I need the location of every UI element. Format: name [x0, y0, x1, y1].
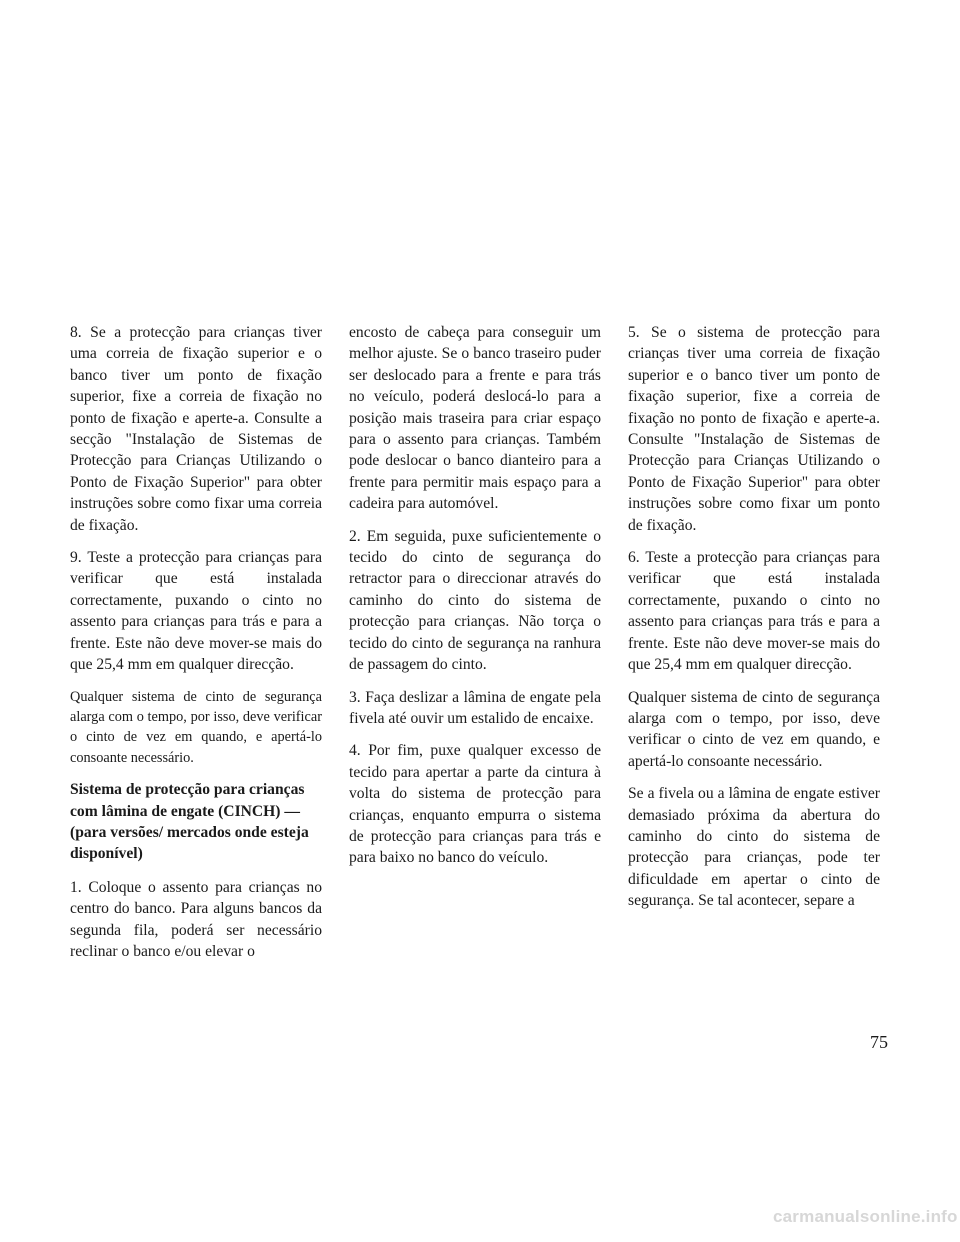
watermark: carmanualsonline.info — [773, 1207, 958, 1226]
text-column-middle — [349, 322, 601, 880]
paragraph-cinch-step-5: 5. Se o sistema de protecção para crianças tiver uma correia de fixação superior e o banco tiver um ponto de fixação superior, fixe a correia de fixação no ponto de fixação e aperte-a. Consulte "Instalação de Sistemas de Protecção para Crianças Utilizando o Ponto de Fixação Superior" para obter instruções sobre como fixar um ponto de fixação. — [628, 324, 880, 534]
paragraph-cinch-step-4: 4. Por fim, puxe qualquer excesso de tecido para apertar a parte da cintura à volta do sistema de protecção para crianças, enquanto empurra o sistema de protecção para crianças para trás e para baixo no banco do veículo. — [349, 742, 601, 867]
paragraph-step-8: 8. Se a protecção para crianças tiver uma correia de fixação superior e o banco tiver um ponto de fixação superior, fixe a correia de fixação no ponto de fixação e aperte-a. Consulte a secção "Instalação de Sistemas de Protecção para Crianças Utilizando o Ponto de Fixação Superior" para obter instruções sobre como fixar uma correia de fixação. — [70, 324, 322, 534]
paragraph-cinch-step-3: 3. Faça deslizar a lâmina de engate pela fivela até ouvir um estalido de encaixe. — [349, 688, 601, 727]
paragraph-cinch-step-6: 6. Teste a protecção para crianças para verificar que está instalada correctamente, puxando o cinto no assento para crianças para trás e para a frente. Este não deve mover-se mais do que 25,4 mm em qualquer direcção. — [628, 549, 880, 674]
text-column-right — [628, 322, 880, 923]
text-column-left — [70, 322, 322, 973]
section-heading-cinch: Sistema de protecção para crianças com lâmina de engate (CINCH) — (para versões/ mercados onde esteja disponível) — [70, 781, 309, 863]
page-number: 75 — [870, 1032, 888, 1052]
paragraph-belt-note-2: Qualquer sistema de cinto de segurança alarga com o tempo, por isso, deve verificar o cinto de vez em quando, e apertá-lo consoante necessário. — [628, 688, 880, 770]
paragraph-step-9: 9. Teste a protecção para crianças para verificar que está instalada correctamente, puxando o cinto no assento para crianças para trás e para a frente. Este não deve mover-se mais do que 25,4 mm em qualquer direcção. — [70, 549, 322, 674]
paragraph-cinch-step-1: 1. Coloque o assento para crianças no centro do banco. Para alguns bancos da segunda fila, poderá ser necessário reclinar o banco e/ou elevar o — [70, 878, 322, 960]
paragraph-cinch-step-1-cont: encosto de cabeça para conseguir um melhor ajuste. Se o banco traseiro puder ser deslocado para a frente e para trás no veículo, poderá deslocá-lo para a posição mais traseira para criar espaço para o assento para crianças. Também pode deslocar o banco dianteiro para a frente para permitir mais espaço para a cadeira para automóvel. — [349, 324, 601, 513]
paragraph-cinch-step-2: 2. Em seguida, puxe suficientemente o tecido do cinto de segurança do retractor para o direccionar através do caminho do cinto do sistema de protecção para crianças. Não torça o tecido do cinto de segurança na ranhura de passagem do cinto. — [349, 527, 601, 674]
paragraph-belt-note: Qualquer sistema de cinto de segurança alarga com o tempo, por isso, deve verificar o cinto de vez em quando, e apertá-lo consoante necessário. — [70, 688, 322, 766]
paragraph-buckle-note: Se a fivela ou a lâmina de engate estiver demasiado próxima da abertura do caminho do cinto do sistema de protecção para crianças, pode ter dificuldade em apertar o cinto de segurança. Se tal acontecer, separe a — [628, 785, 880, 910]
